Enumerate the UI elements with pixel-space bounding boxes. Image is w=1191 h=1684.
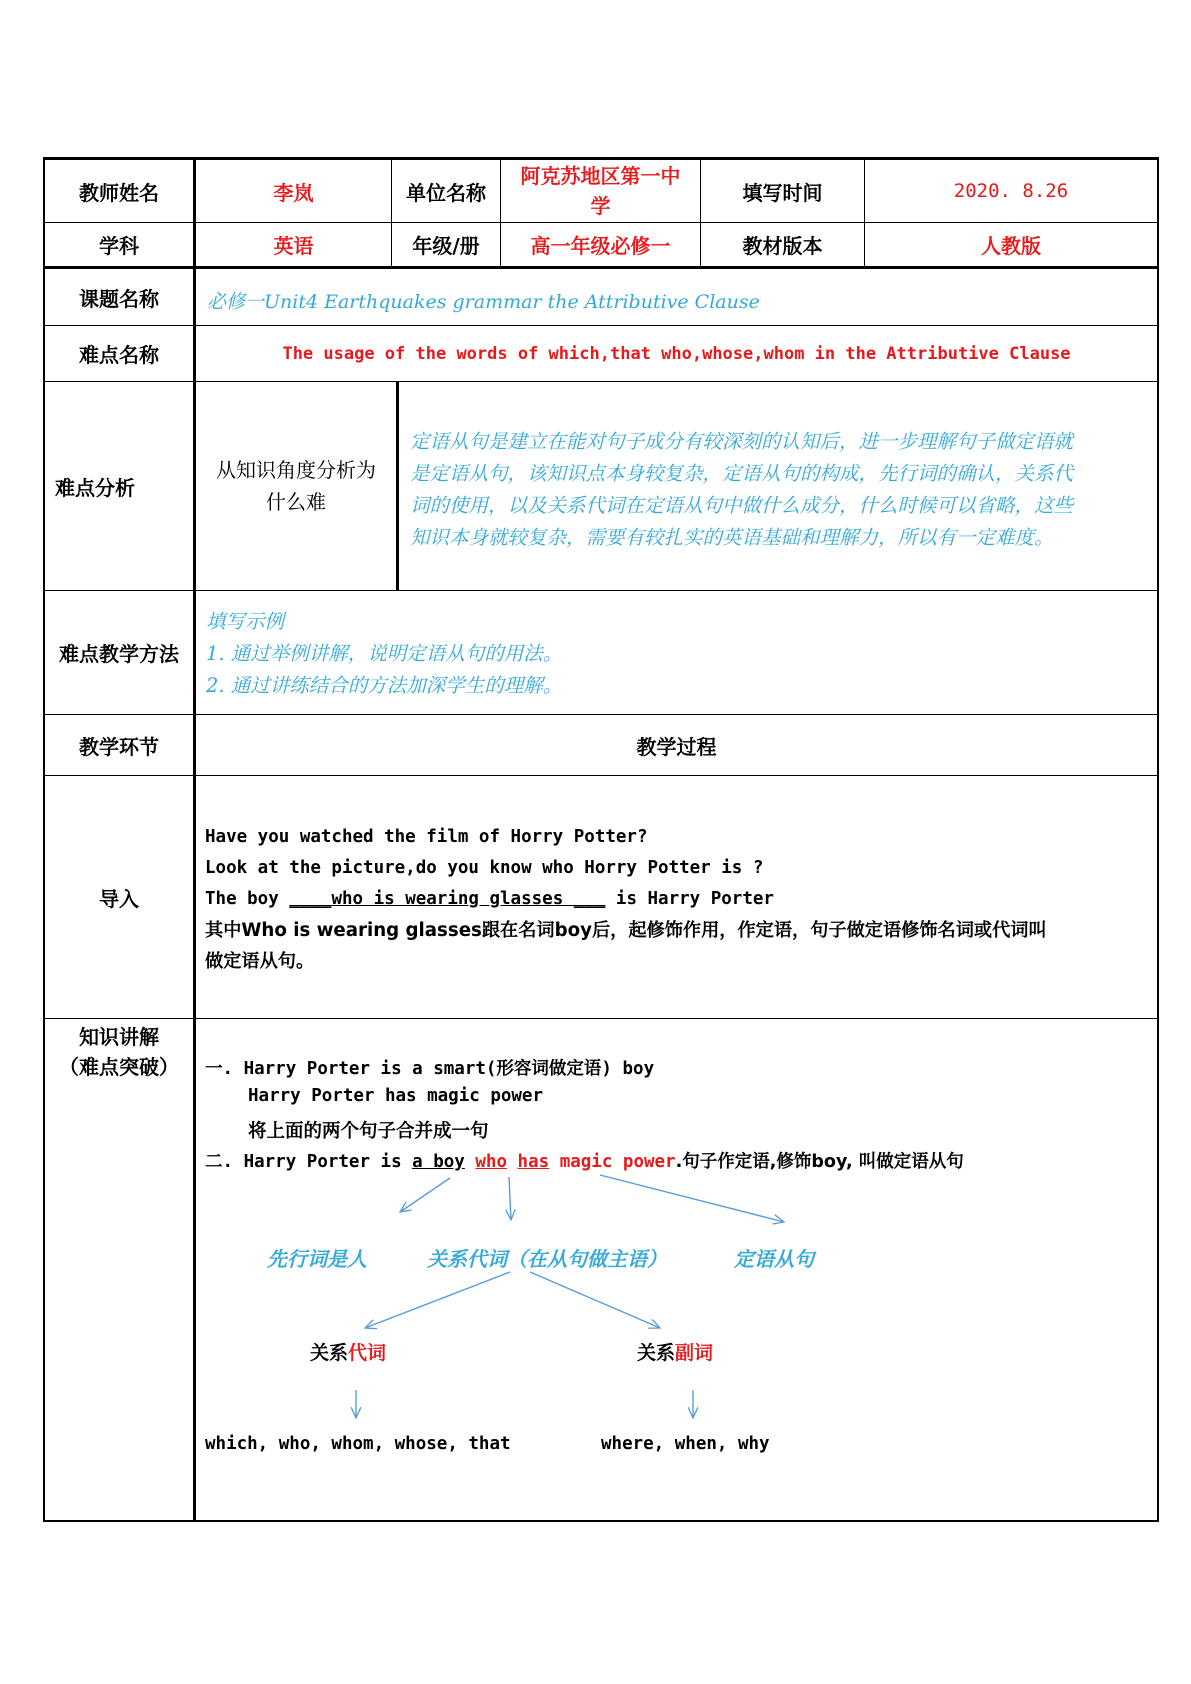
grade-value: 高一年级必修一 xyxy=(530,234,671,258)
arrow-to-attributive-clause xyxy=(600,1175,784,1222)
analysis-line: 定语从句是建立在能对句子成分有较深刻的认知后，进一步理解句子做定语就 xyxy=(410,430,1074,453)
unit-label: 单位名称 xyxy=(406,180,486,205)
intro-line: 做定语从句。 xyxy=(205,951,315,972)
intro-line3-blank: ____who is wearing glasses ___ xyxy=(289,889,606,909)
difficulty-value: The usage of the words of which,that who,whose,whom in the Attributive Clause xyxy=(282,343,1071,364)
unit-value xyxy=(501,160,700,222)
relative-pronoun-heading-b: 代词 xyxy=(348,1342,387,1364)
date-label: 填写时间 xyxy=(742,180,823,205)
method-line: 2. 通过讲练结合的方法加深学生的理解。 xyxy=(206,674,563,697)
example-start: 二. Harry Porter is xyxy=(205,1152,413,1172)
date-value: 2020. 8.26 xyxy=(953,180,1069,202)
unit-value-line-2: 学 xyxy=(590,194,611,218)
topic-value: 必修一Unit4 Earthquakes grammar the Attributive Clause xyxy=(207,291,760,313)
method-text xyxy=(206,606,562,702)
arrow-to-antecedent xyxy=(400,1178,450,1212)
arrow-to-relative-pronoun xyxy=(509,1177,511,1220)
example-antecedent: a boy xyxy=(412,1152,465,1172)
attributive-clause-note: 定语从句 xyxy=(734,1247,814,1271)
relative-adverb-heading-b: 副词 xyxy=(675,1342,714,1364)
example-space xyxy=(507,1152,518,1172)
example-clause-object: magic power xyxy=(559,1152,676,1172)
intro-line3-start: The boy xyxy=(205,889,290,909)
method-label: 难点教学方法 xyxy=(59,642,179,666)
teacher-value: 李岚 xyxy=(273,180,314,205)
relative-pronoun-heading-a: 关系 xyxy=(310,1342,349,1364)
column-divider xyxy=(396,381,399,591)
grade-label: 年级/册 xyxy=(412,234,480,258)
relative-adverb-heading-a: 关系 xyxy=(637,1342,676,1364)
example-explanation: .句子作定语,修饰boy, 叫做定语从句 xyxy=(675,1152,964,1172)
intro-line: Look at the picture,do you know who Horry Potter is ? xyxy=(205,858,764,878)
example-clause-verb: has xyxy=(517,1152,550,1172)
analysis-sub-label xyxy=(196,382,396,590)
method-line: 1. 通过举例讲解，说明定语从句的用法。 xyxy=(206,642,563,665)
table-border-bottom xyxy=(43,1520,1159,1522)
analysis-line: 词的使用，以及关系代词在定语从句中做什么成分，什么时候可以省略，这些 xyxy=(410,494,1074,517)
intro-label: 导入 xyxy=(99,886,139,911)
knowledge-line-4 xyxy=(205,1148,964,1173)
analysis-line: 知识本身就较复杂，需要有较扎实的英语基础和理解力，所以有一定难度。 xyxy=(410,526,1054,549)
knowledge-line-3: 将上面的两个句子合并成一句 xyxy=(248,1121,489,1142)
row-divider xyxy=(43,266,1159,269)
intro-text xyxy=(205,822,1047,977)
analysis-label: 难点分析 xyxy=(55,475,135,500)
intro-line3-end: is Harry Porter xyxy=(605,889,774,909)
unit-value-line-1: 阿克苏地区第一中 xyxy=(520,164,681,188)
process-title: 教学过程 xyxy=(636,734,717,759)
knowledge-label xyxy=(45,1022,193,1082)
relative-adverb-heading xyxy=(637,1338,713,1365)
analysis-sub-label-line-1: 从知识角度分析为 xyxy=(216,458,376,482)
topic-label: 课题名称 xyxy=(79,286,159,311)
method-line: 填写示例 xyxy=(206,610,285,633)
analysis-line: 是定语从句，该知识点本身较复杂，定语从句的构成，先行词的确认，关系代 xyxy=(410,462,1074,485)
row-divider xyxy=(43,775,1159,776)
example-relative-pronoun: who xyxy=(475,1152,507,1172)
knowledge-line-1: 一. Harry Porter is a smart(形容词做定语) boy xyxy=(205,1059,655,1079)
relative-pronoun-list: which, who, whom, whose, that xyxy=(205,1434,511,1454)
antecedent-note: 先行词是人 xyxy=(267,1247,367,1271)
textbook-label: 教材版本 xyxy=(742,234,823,258)
subject-value: 英语 xyxy=(273,234,314,258)
analysis-text xyxy=(410,426,1150,554)
relative-pronoun-heading xyxy=(310,1338,386,1365)
knowledge-line-2: Harry Porter has magic power xyxy=(248,1086,544,1106)
difficulty-label: 难点名称 xyxy=(79,343,159,367)
analysis-sub-label-line-2: 什么难 xyxy=(266,490,326,514)
arrow-to-adverb-group xyxy=(530,1272,660,1328)
intro-line: 其中Who is wearing glasses跟在名词boy后，起修饰作用，作定语，句子做定语修饰名词或代词叫 xyxy=(205,920,1047,941)
intro-line: Have you watched the film of Horry Potter? xyxy=(205,827,648,847)
row-divider xyxy=(43,1018,1159,1019)
teacher-label: 教师姓名 xyxy=(79,180,159,205)
knowledge-label-line-2: （难点突破） xyxy=(59,1055,179,1079)
process-label: 教学环节 xyxy=(79,734,159,759)
knowledge-label-line-1: 知识讲解 xyxy=(79,1025,159,1049)
intro-line xyxy=(205,884,1047,915)
textbook-value: 人教版 xyxy=(981,234,1041,258)
subject-label: 学科 xyxy=(99,234,139,258)
arrow-to-pronoun-group xyxy=(365,1272,510,1328)
relative-pronoun-note: 关系代词（在从句做主语） xyxy=(427,1247,667,1271)
table-border-right xyxy=(1157,157,1159,1522)
relative-adverb-list: where, when, why xyxy=(601,1434,770,1454)
row-divider xyxy=(43,590,1159,591)
